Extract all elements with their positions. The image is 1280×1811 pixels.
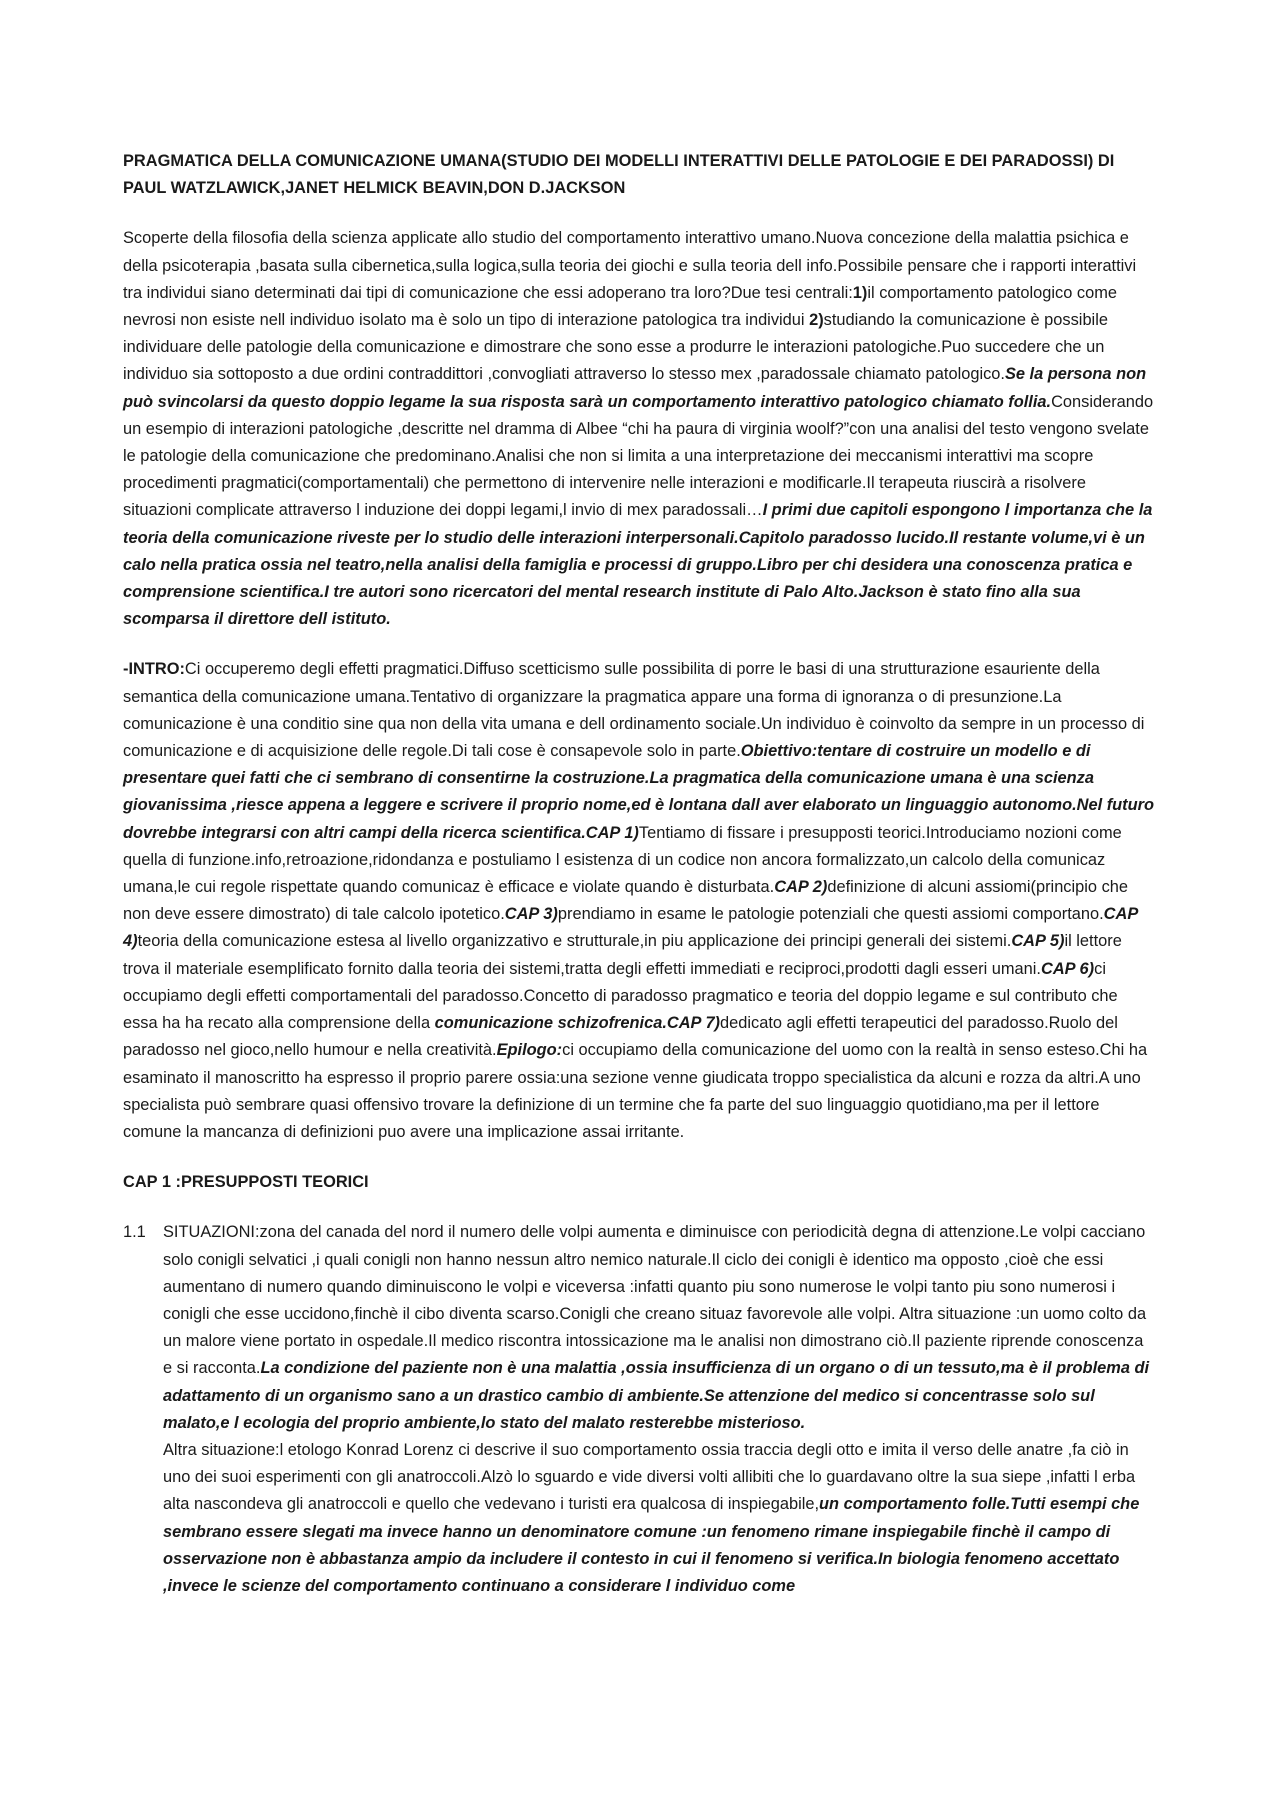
p2-run: CAP 3) [504, 905, 558, 924]
p2-run: prendiamo in esame le patologie potenziali che questi assiomi comportano. [557, 905, 1104, 924]
p2-run: CAP 5) [1011, 932, 1065, 951]
p1-run: Considerando un esempio di interazioni patologiche ,descritte nel dramma di Albee “chi ha paura di virginia woolf?”con una analisi del testo vengono svelate le patologie della comunicazione che predominano.Analisi che non si limita a una interpretazione dei meccanismi interattivi ma scopre procedimenti pragmatici(comportamentali) che permettono di intervenire nelle interazioni e modificarle.Il terapeuta riuscirà a risolvere situazioni complicate attraverso l induzione dei doppi legami,l invio di mex paradossali… [123, 392, 1154, 520]
p2-run: Tentiamo di fissare i presupposti teorici.Introduciamo nozioni come quella di funzione.info,retroazione,ridondanza e postuliamo l esistenza di un codice non ancora formalizzato,un calcolo della comunicaz umana,le cui regole rispettate quando comunicaz è efficace e violate quando è disturbata. [123, 823, 1122, 897]
p2-run: comunicazione schizofrenica.CAP 7) [434, 1014, 721, 1033]
item_p2-run: un comportamento folle.Tutti esempi che sembrano essere slegati ma invece hanno un denominatore comune :un fenomeno rimane inspiegabile finchè il campo di osservazione non è abbastanza ampio da includere il contesto in cui il fenomeno si verifica.In biologia fenomeno accettato ,invece le scienze del comportamento continuano a considerare l individuo come [163, 1495, 1140, 1595]
p2-run: CAP 6) [1041, 959, 1095, 978]
item-number: 1.1 [123, 1223, 146, 1242]
p2-run: ci occupiamo degli effetti comportamentali del paradosso.Concetto di paradosso pragmatico e teoria del doppio legame e sul contributo che essa ha ha recato alla comprensione della [123, 959, 1118, 1033]
p2-run: Obiettivo:tentare di costruire un modello e di presentare quei fatti che ci sembrano di consentirne la costruzione.La pragmatica della comunicazione umana è una scienza giovanissima ,riesce appena a leggere e scrivere il proprio nome,ed è lontana dall aver elaborato un linguaggio autonomo.Nel futuro dovrebbe integrarsi con altri campi della ricerca scientifica.CAP 1) [123, 742, 1155, 842]
numbered-item-1-1 [123, 1219, 1155, 1600]
item-paragraph-situations [163, 1219, 1155, 1437]
p1-run: studiando la comunicazione è possibile individuare delle patologie della comunicazione e dimostrare che sono esse a produrre le interazioni patologiche.Puo succedere che un individuo sia sottoposto a due ordini contraddittori ,convogliati attraverso lo stesso mex ,paradossale chiamato patologico. [123, 311, 1108, 384]
item_p1-run: SITUAZIONI:zona del canada del nord il numero delle volpi aumenta e diminuisce con periodicità degna di attenzione.Le volpi cacciano solo conigli selvatici ,i quali conigli non hanno nessun altro nemico naturale.Il ciclo dei conigli è identico ma opposto ,cioè che essi aumentano di numero quando diminuiscono le volpi e viceversa :infatti quanto piu sono numerose le volpi tanto piu sono numerosi i conigli che esse uccidono,finchè il cibo diventa scarso.Conigli che creano situaz favorevole alle volpi. Altra situazione :un uomo colto da un malore viene portato in ospedale.Il medico riscontra intossicazione ma le analisi non dimostrano ciò.Il paziente riprende conoscenza e si racconta. [163, 1223, 1147, 1378]
summary-paragraph [123, 225, 1155, 633]
p2-run: CAP 4) [123, 905, 1138, 951]
p1-run: Se la persona non può svincolarsi da questo doppio legame la sua risposta sarà un comportamento interattivo patologico chiamato follia. [123, 365, 1147, 411]
item-paragraph-lorenz [163, 1437, 1155, 1600]
p2-run: teoria della comunicazione estesa al livello organizzativo e strutturale,in piu applicazione dei principi generali dei sistemi. [137, 932, 1012, 951]
p2-run: Epilogo: [496, 1041, 563, 1060]
p2-run: Ci occuperemo degli effetti pragmatici.Diffuso scetticismo sulle possibilita di porre le basi di una strutturazione esauriente della semantica della comunicazione umana.Tentativo di organizzare la pragmatica appare una forma di ignoranza o di presunzione.La comunicazione è una conditio sine qua non della vita umana e dell ordinamento sociale.Un individuo è coinvolto da sempre in un processo di comunicazione e di acquisizione delle regole.Di tali cose è consapevole solo in parte. [123, 660, 1145, 761]
p2-run: dedicato agli effetti terapeutici del paradosso.Ruolo del paradosso nel gioco,nello humour e nella creatività. [123, 1014, 1118, 1060]
p2-run: definizione di alcuni assiomi(principio che non deve essere dimostrato) di tale calcolo ipotetico. [123, 878, 1128, 924]
p2-run: il lettore trova il materiale esemplificato fornito dalla teoria dei sistemi,tratta degli effetti immediati e reciproci,prodotti dagli esseri umani. [123, 932, 1122, 978]
p1-run: I primi due capitoli espongono l importanza che la teoria della comunicazione riveste per lo studio delle interazioni interpersonali.Capitolo paradosso lucido.Il restante volume,vi è un calo nella pratica ossia nel teatro,nella analisi della famiglia e processi di gruppo.Libro per chi desidera una conoscenza pratica e comprensione scientifica.I tre autori sono ricercatori del mental research institute di Palo Alto.Jackson è stato fino alla sua scomparsa il direttore dell istituto. [123, 501, 1153, 629]
document-title: PRAGMATICA DELLA COMUNICAZIONE UMANA(STUDIO DEI MODELLI INTERATTIVI DELLE PATOLOGIE E DEI PARADOSSI) DI PAUL WATZLAWICK,JANET HELMICK BEAVIN,DON D.JACKSON [123, 152, 1115, 198]
p1-run: 1) [852, 283, 868, 302]
item_p1-run: La condizione del paziente non è una malattia ,ossia insufficienza di un organo o di un tessuto,ma è il problema di adattamento di un organismo sano a un drastico cambio di ambiente.Se attenzione del medico si concentrasse solo sul malato,e l ecologia del proprio ambiente,lo stato del malato resterebbe misterioso. [163, 1359, 1150, 1432]
p1-run: 2) [809, 311, 824, 330]
p2-run: -INTRO: [123, 660, 185, 679]
p1-run: Scoperte della filosofia della scienza applicate allo studio del comportamento interattivo umano.Nuova concezione della malattia psichica e della psicoterapia ,basata sulla cibernetica,sulla logica,sulla teoria dei giochi e sulla teoria dell info.Possibile pensare che i rapporti interattivi tra individui siano determinati dai tipi di comunicazione che essi adoperano tra loro?Due tesi centrali: [123, 229, 1137, 302]
intro-paragraph [123, 656, 1155, 1146]
chapter-1-heading: CAP 1 :PRESUPPOSTI TEORICI [123, 1173, 369, 1192]
p1-run: il comportamento patologico come nevrosi non esiste nell individuo isolato ma è solo un tipo di interazione patologica tra individui [123, 283, 1118, 330]
p2-run: CAP 2) [774, 878, 828, 897]
item_p2-run: Altra situazione:l etologo Konrad Lorenz ci descrive il suo comportamento ossia traccia degli otto e imita il verso delle anatre ,fa ciò in uno dei suoi esperimenti con gli anatroccoli.Alzò lo sguardo e vide diversi volti allibiti che lo guardavano oltre la sua siepe ,infatti l erba alta nascondeva gli anatroccoli e quello che vedevano i turisti era qualcosa di inspiegabile, [163, 1440, 1136, 1514]
p2-run: ci occupiamo della comunicazione del uomo con la realtà in senso esteso.Chi ha esaminato il manoscritto ha espresso il proprio parere ossia:una sezione venne giudicata troppo specialistica da alcuni e rozza da altri.A uno specialista può sembrare quasi offensivo trovare la definizione di un termine che fa parte del suo linguaggio quotidiano,ma per il lettore comune la mancanza di definizioni puo avere una implicazione assai irritante. [123, 1041, 1148, 1141]
